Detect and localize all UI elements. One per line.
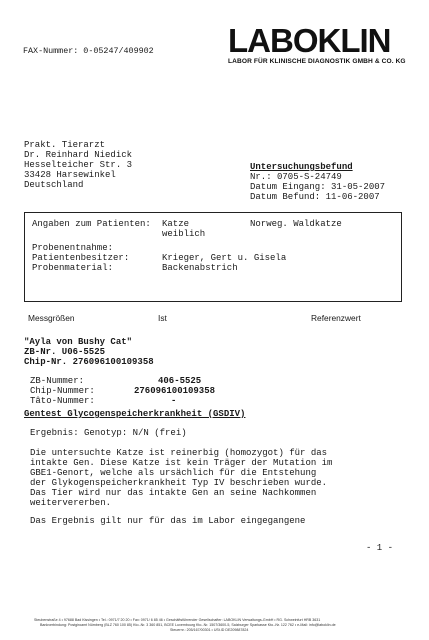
chip-label: Chip-Nummer: — [30, 386, 95, 396]
column-header-ist: Ist — [158, 313, 167, 323]
test-title: Gentest Glycogenspeicherkrankheit (GSDIV) — [24, 409, 246, 419]
owner-value: Krieger, Gert u. Gisela — [162, 253, 287, 263]
footer-line: Steubenstraße 4 • 97688 Bad Kissingen • Tel.: 0971/7 20 20 • Fax: 0971/ 6 85 46 • Geschäftsführender Gesellschafter: LABOKLIN Verwaltungs-GmbH • RG. Schweinfurt HRB 3631 — [34, 618, 321, 622]
description-line: Die untersuchte Katze ist reinerbig (homozygot) für das — [30, 448, 328, 458]
description-line: intakte Gen. Diese Katze ist kein Träger der Mutation im — [30, 458, 333, 468]
column-header-referenzwert: Referenzwert — [311, 313, 361, 323]
address-line: Deutschland — [24, 180, 84, 190]
date-report: Datum Befund: 11-06-2007 — [250, 192, 380, 202]
description-line: weitervererben. — [30, 498, 112, 508]
zb-label: ZB-Nummer: — [30, 376, 85, 386]
logo-subtitle: LABOR FÜR KLINISCHE DIAGNOSTIK GMBH & CO. KG — [228, 58, 406, 65]
laboklin-logo: LABOKLIN — [228, 22, 391, 59]
test-note: Das Ergebnis gilt nur für das im Labor eingegangene — [30, 516, 306, 526]
column-header-messgroessen: Messgrößen — [28, 313, 75, 323]
zb-value: 406-5525 — [158, 376, 202, 386]
owner-label: Patientenbesitzer: — [32, 253, 130, 263]
fax-number: FAX-Nummer: 0-05247/409902 — [23, 46, 154, 56]
footer-line: Bankverbindung: Postgiroamt Nürnberg (BLZ 760 100 85) Kto.-Nr. 3 360 851, BCEE Luxembourg Kto.-Nr. 1507/3600-5, Salzburger Sparkasse Kto.-Nr. 122 762 • e-Mail: info@laboklin.de — [40, 623, 336, 627]
cat-chip-number: Chip-Nr. 276096100109358 — [24, 357, 154, 367]
tato-value: - — [171, 396, 177, 406]
description-line: GBE1-Genort, welche als ursächlich für die Entstehung — [30, 468, 317, 478]
address-line: 33428 Harsewinkel — [24, 170, 116, 180]
test-result: Ergebnis: Genotyp: N/N (frei) — [30, 428, 187, 438]
report-title: Untersuchungsbefund — [250, 162, 353, 172]
page-number: - 1 - — [366, 543, 394, 553]
date-received: Datum Eingang: 31-05-2007 — [250, 182, 386, 192]
tato-label: Tâto-Nummer: — [30, 396, 95, 406]
address-line: Prakt. Tierarzt — [24, 140, 106, 150]
patient-header: Angaben zum Patienten: — [32, 219, 151, 229]
description-line: Das Tier wird nur das intakte Gen an seine Nachkommen — [30, 488, 317, 498]
cat-name: "Ayla von Bushy Cat" — [24, 337, 133, 347]
report-number: Nr.: 0705-S-24749 — [250, 172, 342, 182]
address-line: Hesselteicher Str. 3 — [24, 160, 133, 170]
probenentnahme-label: Probenentnahme: — [32, 243, 114, 253]
patient-species: Katze — [162, 219, 190, 229]
description-line: der Glykogenspeicherkrankheit Typ IV beschrieben wurde. — [30, 478, 328, 488]
material-value: Backenabstrich — [162, 263, 238, 273]
chip-value: 276096100109358 — [134, 386, 216, 396]
patient-sex: weiblich — [162, 229, 206, 239]
address-line: Dr. Reinhard Niedick — [24, 150, 133, 160]
material-label: Probenmaterial: — [32, 263, 114, 273]
footer-line: Steuernr.: 205/167/00301 • USt.ID DE209887824 — [170, 628, 249, 632]
patient-breed: Norweg. Waldkatze — [250, 219, 342, 229]
cat-zb-number: ZB-Nr. U06-5525 — [24, 347, 106, 357]
